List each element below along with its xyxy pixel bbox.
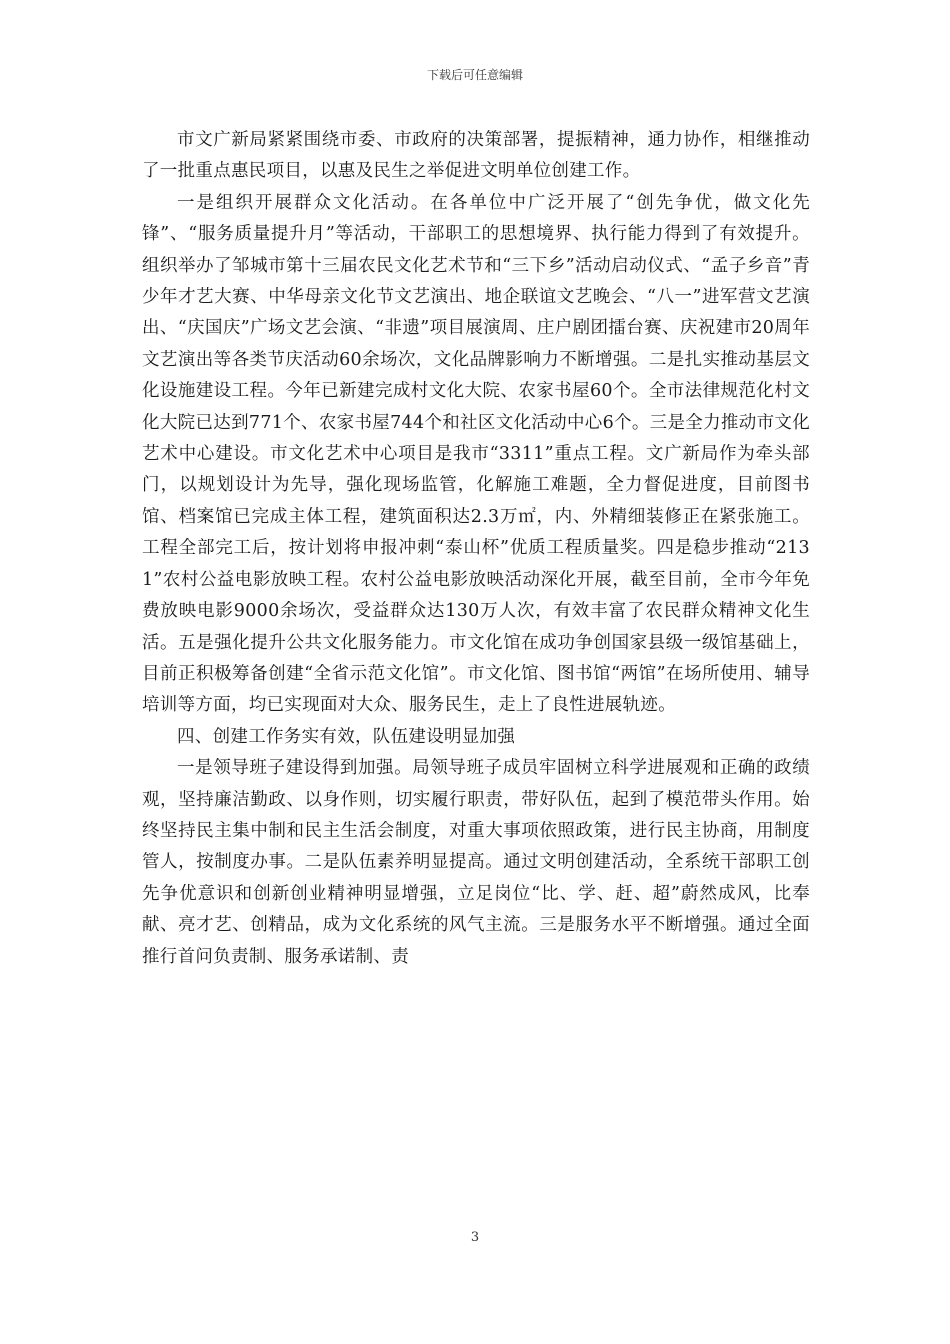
paragraph-cultural-activities: 一是组织开展群众文化活动。在各单位中广泛开展了“创先争优，做文化先锋”、“服务质量提升月”等活动，干部职工的思想境界、执行能力得到了有效提升。组织举办了邹城市第十三届农民文化艺术节和“三下乡”活动启动仪式、“孟子乡音”青少年才艺大赛、中华母亲文化节文艺演出、地企联谊文艺晚会、“八一”进军营文艺演出、“庆国庆”广场文艺会演、“非遗”项目展演周、庄户剧团擂台赛、庆祝建市20周年文艺演出等各类节庆活动60余场次，文化品牌影响力不断增强。二是扎实推动基层文化设施建设工程。今年已新建完成村文化大院、农家书屋60个。全市法律规范化村文化大院已达到771个、农家书屋744个和社区文化活动中心6个。三是全力推动市文化艺术中心建设。市文化艺术中心项目是我市“3311”重点工程。文广新局作为牵头部门，以规划设计为先导，强化现场监管，化解施工难题，全力督促进度，目前图书馆、档案馆已完成主体工程，建筑面积达2.3万㎡，内、外精细装修正在紧张施工。工程全部完工后，按计划将申报冲刺“泰山杯”优质工程质量奖。四是稳步推动“2131”农村公益电影放映工程。农村公益电影放映活动深化开展，截至目前，全市今年免费放映电影9000余场次，受益群众达130万人次，有效丰富了农民群众精神文化生活。五是强化提升公共文化服务能力。市文化馆在成功争创国家县级一级馆基础上，目前正积极筹备创建“全省示范文化馆”。市文化馆、图书馆“两馆”在场所使用、辅导培训等方面，均已实现面对大众、服务民生，走上了良性进展轨迹。	[142, 192, 810, 716]
section-heading: 四、创建工作务实有效，队伍建设明显加强	[177, 726, 516, 747]
page-header-note: 下载后可任意编辑	[426, 68, 523, 82]
document-body	[142, 125, 810, 973]
paragraph-intro: 市文广新局紧紧围绕市委、市政府的决策部署，提振精神，通力协作，相继推动了一批重点惠民项目，以惠及民生之举促进文明单位创建工作。	[142, 130, 810, 182]
paragraph-team-building: 一是领导班子建设得到加强。局领导班子成员牢固树立科学进展观和正确的政绩观，坚持廉洁勤政、以身作则，切实履行职责，带好队伍，起到了模范带头作用。始终坚持民主集中制和民主生活会制度，对重大事项依照政策，进行民主协商，用制度管人，按制度办事。二是队伍素养明显提高。通过文明创建活动，全系统干部职工创先争优意识和创新创业精神明显增强，立足岗位“比、学、赶、超”蔚然成风，比奉献、亮才艺、创精品，成为文化系统的风气主流。三是服务水平不断增强。通过全面推行首问负责制、服务承诺制、责	[142, 758, 810, 967]
page-number: 3	[470, 1230, 480, 1245]
